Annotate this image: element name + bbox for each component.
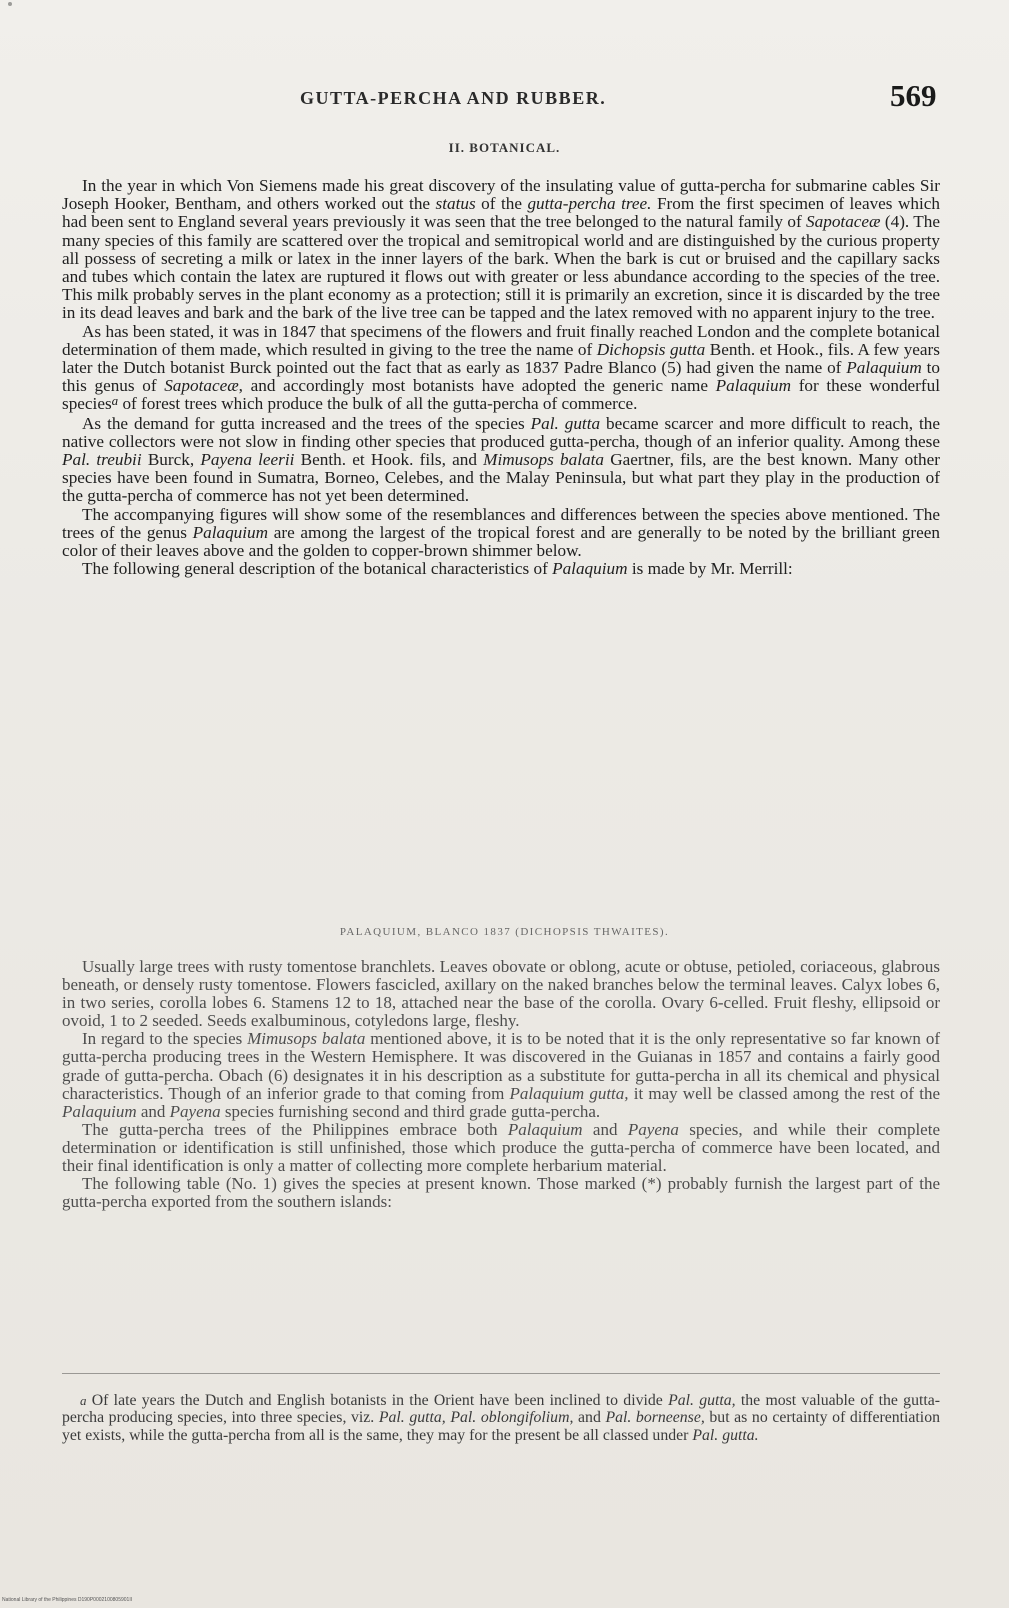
text-span: to this genus of	[62, 358, 940, 396]
text-span: The gutta-percha trees of the Philippines embrace both	[82, 1119, 508, 1139]
italic-status: status	[435, 194, 476, 214]
section-title: II. BOTANICAL.	[448, 140, 561, 155]
italic-pal-gutta: Pal. gutta,	[668, 1392, 736, 1409]
palaquium-subheading: PALAQUIUM, BLANCO 1837 (DICHOPSIS THWAITES).	[339, 926, 670, 938]
italic-gutta-percha-tree: gutta-percha tree.	[527, 194, 652, 214]
text-span: The accompanying figures will show some of the resemblances and differences between the species above mentioned. The trees of the genus	[62, 504, 940, 542]
italic-pal-borneense: Pal. borneense,	[605, 1409, 705, 1427]
text-span: but as no certainty of differentiation yet exists, while the gutta-percha from all is the same, they may for the present be all classed under	[62, 1409, 940, 1444]
paragraph-siemens	[62, 177, 940, 323]
italic-mimusops-balata: Mimusops balata	[483, 450, 604, 470]
italic-payena: Payena	[169, 1101, 221, 1121]
text-span: In regard to the species	[82, 1029, 248, 1049]
italic-palaquium: Palaquium	[846, 358, 922, 378]
paragraph-1847-specimens	[62, 323, 940, 415]
text-span: As has been stated, it was in 1847 that specimens of the flowers and fruit finally reached London and the complete botanical determination of them made, which resulted in giving to the tree the name of	[62, 321, 940, 359]
italic-sapotaceae: Sapotaceæ	[806, 212, 881, 232]
text-span: and	[573, 1409, 606, 1427]
text-span: As the demand for gutta increased and the trees of the species	[82, 413, 531, 433]
running-head: GUTTA-PERCHA AND RUBBER.	[300, 88, 607, 108]
footnote-divider	[62, 1373, 940, 1374]
italic-palaquium: Palaquium	[552, 559, 628, 579]
text-span: (4). The many species of this family are scattered over the tropical and semitropical world and are distinguished by the curious property all possess of secreting a milk or latex in the inner layers of the bark. When the bark is cut or bruised and the capillary sacks and tubes which contain the latex are ruptured it flows out with greater or less abundance according to the species of the tree. This milk probably serves in the plant economy as a protection; still it is primarily an excretion, since it is discarded by the tree in its dead leaves and bark and the bark of the live tree can be tapped and the latex removed with no apparent injury to the tree.	[62, 212, 940, 323]
footnote	[62, 1392, 940, 1444]
text-span: of forest trees which produce the bulk of all the gutta-percha of commerce.	[118, 394, 638, 414]
text-span: mentioned above, it is to be noted that it is the only representative so far known of gutta-percha producing trees in the Western Hemisphere. It was discovered in the Guianas in 1857 and contains a fairly good grade of gutta-percha. Obach (6) designates it in his description as a substitute for gutta-percha in all its chemical and physical characteristics. Though of an inferior grade to that coming from	[62, 1029, 940, 1103]
text-span: are among the largest of the tropical forest and are generally to be noted by the brilliant green color of their leaves above and the golden to copper-brown shimmer below.	[62, 522, 940, 561]
italic-mimusops-balata: Mimusops balata	[247, 1029, 366, 1049]
paragraph-philippines	[62, 1121, 940, 1175]
footnote-paragraph	[62, 1392, 940, 1444]
description-body	[62, 958, 940, 1211]
text-span: From the first specimen of leaves which had been sent to England several years previously it was seen that the tree belonged to the natural family of	[62, 194, 940, 232]
italic-dichopsis-gutta: Dichopsis gutta	[596, 339, 706, 359]
text-span: , and accordingly most botanists have adopted the generic name	[238, 376, 716, 396]
scan-watermark-note: National Library of the Philippines D190P0002100805901II	[2, 1597, 133, 1603]
text-span: species, and while their complete determination or identification is still unfinished, those which produce the gutta-percha of commerce have been located, and their final identification is only a matter of collecting more complete herbarium material.	[62, 1119, 940, 1176]
italic-palaquium: Palaquium	[507, 1119, 583, 1139]
paragraph-merrill-intro	[62, 560, 940, 578]
text-span: The following general description of the botanical characteristics of	[82, 559, 553, 579]
footnote-marker: a	[80, 1393, 87, 1408]
text-span: and	[582, 1119, 628, 1139]
text-span: it may well be classed among the rest of the	[628, 1083, 940, 1103]
italic-pal-gutta: Pal. gutta	[530, 413, 601, 433]
text-span: the most valuable of the gutta-percha producing species, into three species, viz.	[62, 1392, 941, 1427]
paragraph-table-intro: The following table (No. 1) gives the species at present known. Those marked (*) probably furnish the largest part of the gutta-percha exported from the southern islands:	[62, 1174, 940, 1212]
footnote-reference: a	[111, 393, 119, 409]
italic-palaquium-gutta: Palaquium gutta,	[509, 1083, 629, 1103]
paragraph-mimusops	[62, 1030, 940, 1120]
text-span: Of late years the Dutch and English botanists in the Orient have been inclined to divide	[86, 1392, 669, 1409]
italic-pal-gutta: Pal. gutta.	[692, 1426, 759, 1444]
text-span: of the	[475, 194, 528, 214]
italic-pal-gutta: Pal. gutta,	[378, 1409, 446, 1427]
text-span: and	[136, 1101, 170, 1121]
text-span: Gaertner, fils, are the best known. Many other species have been found in Sumatra, Borneo, Celebes, and the Malay Peninsula, but what part they play in the production of the gutta-percha of commerce has not yet been determined.	[62, 450, 940, 506]
paragraph-figures	[62, 506, 940, 561]
text-span: for these wonderful species	[62, 376, 940, 414]
italic-palaquium: Palaquium	[62, 1101, 137, 1121]
text-span: Benth. et Hook. fils, and	[294, 450, 484, 470]
italic-palaquium: Palaquium	[192, 522, 269, 542]
paragraph-demand	[62, 415, 940, 506]
text-span: species furnishing second and third grade gutta-percha.	[220, 1101, 601, 1121]
scan-speck	[8, 2, 12, 6]
italic-palaquium: Palaquium	[715, 376, 792, 396]
text-span: Burck,	[141, 450, 201, 470]
italic-payena-leerii: Payena leerii	[200, 450, 295, 470]
text-span: is made by Mr. Merrill:	[627, 559, 793, 579]
main-body	[62, 177, 940, 578]
paragraph-botanical-description: Usually large trees with rusty tomentose branchlets. Leaves obovate or oblong, acute or obtuse, petioled, coriaceous, glabrous beneath, or densely rusty tomentose. Flowers fascicled, axillary on the naked branches below the terminal leaves. Calyx lobes 6, in two series, corolla lobes 6. Stamens 12 to 18, attached near the base of the corolla. Ovary 6-celled. Fruit fleshy, ellipsoid or ovoid, 1 to 2 seeded. Seeds exalbuminous, cotyledons large, fleshy.	[62, 957, 940, 1031]
page-number: 569	[890, 78, 937, 113]
text-span: became scarcer and more difficult to reach, the native collectors were not slow in finding other species that produced gutta-percha, though of an inferior quality. Among these	[62, 413, 940, 451]
italic-pal-treubii: Pal. treubii	[62, 450, 142, 470]
italic-pal-oblongifolium: Pal. oblongifolium,	[450, 1409, 574, 1427]
page-header	[0, 78, 1009, 118]
text-span: In the year in which Von Siemens made his great discovery of the insulating value of gutta-percha for submarine cables Sir Joseph Hooker, Bentham, and others worked out the	[62, 176, 940, 214]
text-span: Benth. et Hook., fils. A few years later the Dutch botanist Burck pointed out the fact that as early as 1837 Padre Blanco (5) had given the name of	[62, 339, 940, 378]
italic-payena: Payena	[627, 1119, 679, 1139]
italic-sapotaceae: Sapotaceæ	[164, 376, 239, 396]
